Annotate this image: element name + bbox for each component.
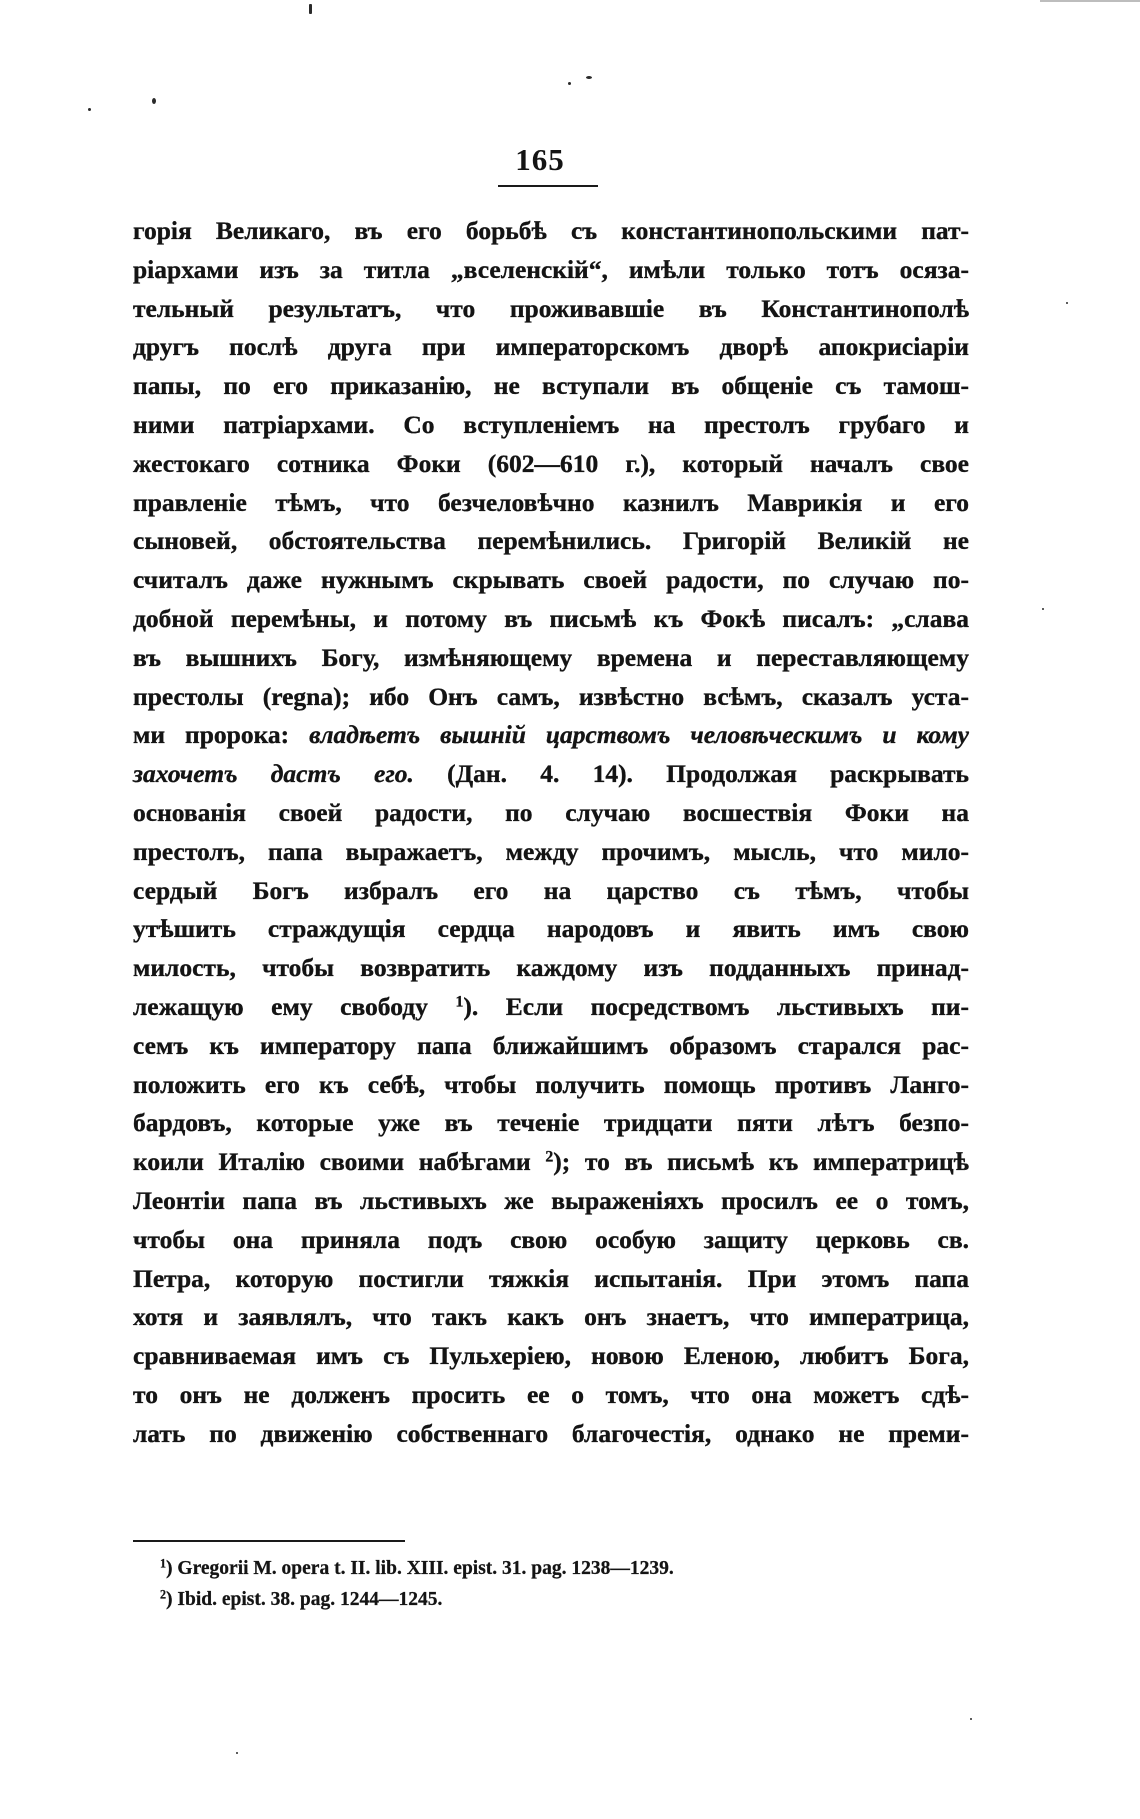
text-line: сравниваемая имъ съ Пульхеріею, новою Еленою, любитъ Бога,	[133, 1341, 969, 1371]
text-span: лежащую ему свободу	[133, 991, 456, 1021]
text-span: (Дан. 4. 14). Продолжая раскрывать	[413, 759, 970, 789]
footnote-text: ) Gregorii M. opera t. II. lib. XIII. epist. 31. pag. 1238—1239.	[166, 1558, 674, 1579]
scan-speck	[568, 82, 571, 85]
footnote	[160, 1584, 920, 1615]
scan-speck	[88, 108, 91, 111]
text-line-with-footnote-ref	[133, 1143, 969, 1182]
text-line-with-quote	[133, 716, 969, 755]
text-line: ними патріархами. Со вступленіемъ на престолъ грубаго и	[133, 409, 969, 439]
scan-speck	[1042, 608, 1044, 610]
scan-speck	[152, 98, 156, 104]
text-line: Петра, которую постигли тяжкія испытанія. При этомъ папа	[133, 1263, 969, 1293]
text-line: положить его къ себѣ, чтобы получить помощь противъ Ланго-	[133, 1069, 969, 1099]
text-span: коили Италію своими набѣгами	[133, 1147, 546, 1177]
text-line: въ вышнихъ Богу, измѣняющему времена и переставляющему	[133, 642, 969, 672]
text-line: горія Великаго, въ его борьбѣ съ константинопольскими пат-	[133, 216, 969, 245]
text-line: милость, чтобы возвратить каждому изъ подданныхъ принад-	[133, 953, 969, 983]
scan-speck	[236, 1752, 238, 1754]
footnotes	[160, 1553, 920, 1615]
text-line: семъ къ императору папа ближайшимъ образомъ старался рас-	[133, 1030, 969, 1060]
footnote-marker: 1	[160, 1556, 167, 1571]
scan-speck	[309, 4, 312, 14]
text-line: Леонтіи папа въ льстивыхъ же выраженіяхъ просилъ ее о томъ,	[133, 1185, 969, 1215]
text-line: престолы (regna); ибо Онъ самъ, извѣстно всѣмъ, сказалъ уста-	[133, 681, 969, 711]
footnote-reference[interactable]: 1	[455, 993, 464, 1011]
italic-quotation: владѣетъ вышній царствомъ человѣческимъ и кому	[309, 720, 969, 750]
page-number: 165	[515, 142, 565, 177]
text-line: то онъ не долженъ просить ее о томъ, что она можетъ сдѣ-	[133, 1379, 969, 1409]
text-line: жестокаго сотника Фоки (602—610 г.), который началъ свое	[133, 448, 969, 478]
text-line: престолъ, папа выражаетъ, между прочимъ, мысль, что мило-	[133, 836, 969, 866]
footnote-marker: 2	[160, 1587, 167, 1602]
page-number-underline	[498, 185, 598, 187]
text-line: тельный результатъ, что проживавшіе въ Константинополѣ	[133, 293, 969, 323]
text-line: правленіе тѣмъ, что безчеловѣчно казнилъ Маврикія и его	[133, 487, 969, 517]
footnote	[160, 1553, 920, 1584]
text-span: ); то въ письмѣ къ императрицѣ	[553, 1147, 969, 1177]
text-line: сыновей, обстоятельства перемѣнились. Григорій Великій не	[133, 526, 969, 556]
text-line: лать по движенію собственнаго благочестія, однако не преми-	[133, 1418, 969, 1448]
footnote-separator	[133, 1540, 405, 1542]
text-line: основанія своей радости, по случаю восшествія Фоки на	[133, 797, 969, 827]
text-line: чтобы она приняла подъ свою особую защиту церковь св.	[133, 1224, 969, 1254]
scan-speck	[586, 76, 592, 79]
text-line: добной перемѣны, и потому въ письмѣ къ Фокѣ писалъ: „слава	[133, 603, 969, 633]
text-line: хотя и заявлялъ, что такъ какъ онъ знаетъ, что императрица,	[133, 1302, 969, 1332]
text-line: утѣшить страждущія сердца народовъ и явить имъ свою	[133, 914, 969, 944]
footnote-text: ) Ibid. epist. 38. pag. 1244—1245.	[166, 1589, 443, 1610]
text-line: бардовъ, которые уже въ теченіе тридцати пяти лѣтъ безпо-	[133, 1108, 969, 1138]
scan-speck	[970, 1718, 972, 1720]
text-line: другъ послѣ друга при императорскомъ дворѣ апокрисіаріи	[133, 332, 969, 362]
body-text	[133, 212, 969, 1454]
text-line: считалъ даже нужнымъ скрывать своей радости, по случаю по-	[133, 565, 969, 595]
text-line: папы, по его приказанію, не вступали въ общеніе съ тамош-	[133, 371, 969, 401]
text-line: ріархами изъ за титла „вселенскій“, имѣли только тотъ осяза-	[133, 254, 969, 284]
text-span: ). Если посредствомъ льстивыхъ пи-	[463, 991, 969, 1021]
text-line-with-footnote-ref	[133, 988, 969, 1027]
text-line-with-quote	[133, 755, 969, 794]
scan-speck	[1040, 0, 1140, 2]
footnote-reference[interactable]: 2	[545, 1148, 554, 1166]
text-line: сердый Богъ избралъ его на царство съ тѣмъ, чтобы	[133, 875, 969, 905]
text-span: ми пророка:	[133, 720, 310, 750]
italic-quotation: захочетъ дастъ его.	[133, 759, 414, 789]
scan-speck	[1066, 302, 1068, 304]
